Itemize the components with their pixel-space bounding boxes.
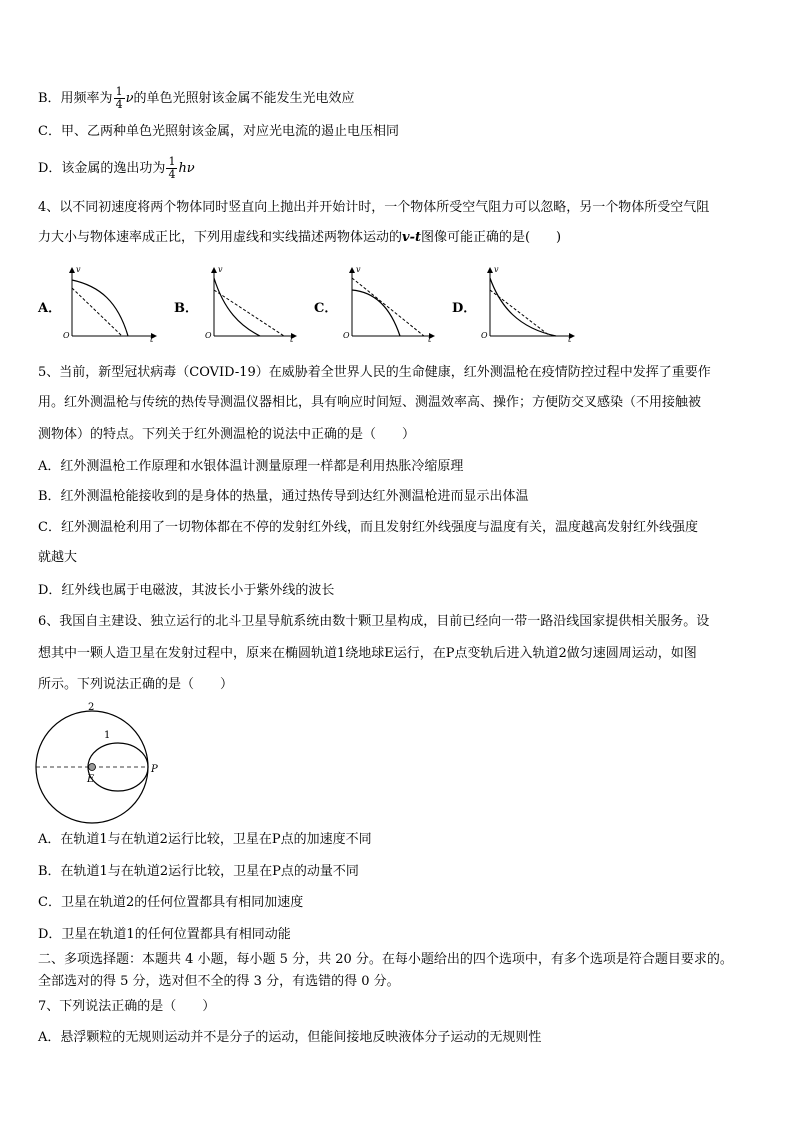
point-p-label: P <box>151 764 158 775</box>
q6-stem-line1: 6、我国自主建设、独立运行的北斗卫星导航系统由数十颗卫星构成，目前已经向一带一路沿线国家提供相关服务。设 <box>38 614 710 629</box>
q6-stem-line3: 所示。下列说法正确的是（ ） <box>38 677 234 692</box>
svg-text:t: t <box>568 335 572 342</box>
q6-option-d: D．卫星在轨道1的任何位置都具有相同动能 <box>38 927 291 942</box>
q5-option-c-line2: 就越大 <box>38 550 78 565</box>
svg-text:t: t <box>290 335 294 342</box>
section2-instructions-line2: 全部选对的得 5 分，选对但不全的得 3 分，有选错的得 0 分。 <box>38 974 400 989</box>
q3-option-d-fraction: $\frac{1}{4}$ <box>168 155 176 181</box>
q4-graph-d <box>476 262 576 342</box>
section2-instructions-line1: 二、多项选择题：本题共 4 小题，每小题 5 分，共 20 分。在每小题给出的四个选项中，有多个选项是符合题目要求的。 <box>38 952 733 967</box>
q6-stem-line2: 想其中一颗人造卫星在发射过程中，原来在椭圆轨道1绕地球E运行，在P点变轨后进入轨道2做匀速圆周运动，如图 <box>38 646 697 661</box>
dashed-line <box>352 278 424 336</box>
axis-t-label: t <box>150 335 154 342</box>
svg-text:t: t <box>428 335 432 342</box>
svg-text:v: v <box>494 265 499 274</box>
q7-option-a: A．悬浮颗粒的无规则运动并不是分子的运动，但能间接地反映液体分子运动的无规则性 <box>38 1030 542 1045</box>
q4-stem-line1: 4、以不同初速度将两个物体同时竖直向上抛出并开始计时，一个物体所受空气阻力可以忽略，另一个物体所受空气阻 <box>38 200 710 215</box>
orbit-1-ellipse <box>88 743 148 791</box>
svg-text:O: O <box>205 331 212 340</box>
q5-stem-line3: 测物体）的特点。下列关于红外测温枪的说法中正确的是（ ） <box>38 427 416 442</box>
q6-option-a: A．在轨道1与在轨道2运行比较，卫星在P点的加速度不同 <box>38 832 372 847</box>
q6-option-b: B．在轨道1与在轨道2运行比较，卫星在P点的动量不同 <box>38 864 359 879</box>
solid-curve <box>72 280 128 336</box>
earth-dot <box>89 764 96 771</box>
svg-text:v: v <box>218 265 223 274</box>
q3-option-b-pre: B．用频率为 <box>38 91 113 106</box>
q3-option-d: D．该金属的逸出功为 $\frac{1}{4}$ hν <box>38 155 195 181</box>
earth-label: E <box>87 774 95 785</box>
q4-option-b-label: B． <box>174 301 198 316</box>
svg-text:O: O <box>481 331 488 340</box>
dashed-line <box>72 288 122 336</box>
q5-option-d: D．红外线也属于电磁波，其波长小于紫外线的波长 <box>38 583 335 598</box>
q6-option-c: C．卫星在轨道2的任何位置都具有相同加速度 <box>38 895 304 910</box>
q4-option-c-label: C． <box>314 301 338 316</box>
q4-graph-b <box>200 262 300 342</box>
q3-option-b-post: 的单色光照射该金属不能发生光电效应 <box>133 91 355 106</box>
q3-option-c: C．甲、乙两种单色光照射该金属，对应光电流的遏止电压相同 <box>38 124 399 139</box>
solid-curve <box>490 278 556 336</box>
svg-text:v: v <box>356 265 361 274</box>
q3-option-b-fraction: $\frac{1}{4}$ <box>115 85 123 111</box>
axis-origin-label: O <box>63 331 70 340</box>
orbit-2-label: 2 <box>88 702 95 713</box>
solid-curve <box>214 278 260 336</box>
q4-stem-line2: 力大小与物体速率成正比，下列用虚线和实线描述两物体运动的v-t图像可能正确的是( ) <box>38 230 562 245</box>
q3-option-b: B．用频率为 $\frac{1}{4}$ ν的单色光照射该金属不能发生光电效应 <box>38 85 355 111</box>
svg-text:O: O <box>343 331 350 340</box>
q4-option-a-label: A． <box>38 301 62 316</box>
q4-graph-c <box>338 262 438 342</box>
q7-stem: 7、下列说法正确的是（ ） <box>38 999 216 1014</box>
orbit-1-label: 1 <box>104 730 111 741</box>
q4-graph-a <box>60 262 160 342</box>
q5-option-c-line1: C．红外测温枪利用了一切物体都在不停的发射红外线，而且发射红外线强度与温度有关，温度越高发射红外线强度 <box>38 520 698 535</box>
axis-v-label: v <box>76 265 81 274</box>
q5-stem-line2: 用。红外测温枪与传统的热传导测温仪器相比，具有响应时间短、测温效率高、操作；方便防交叉感染（不用接触被 <box>38 395 702 410</box>
dashed-line <box>490 290 550 336</box>
q5-option-a: A．红外测温枪工作原理和水银体温计测量原理一样都是利用热胀冷缩原理 <box>38 459 464 474</box>
q5-option-b: B．红外测温枪能接收到的是身体的热量，通过热传导到达红外测温枪进而显示出体温 <box>38 489 529 504</box>
q6-orbit-diagram <box>34 700 164 824</box>
q4-option-d-label: D． <box>452 301 477 316</box>
q5-stem-line1: 5、当前，新型冠状病毒（COVID-19）在威胁着全世界人民的生命健康，红外测温枪在疫情防控过程中发挥了重要作 <box>38 365 711 380</box>
